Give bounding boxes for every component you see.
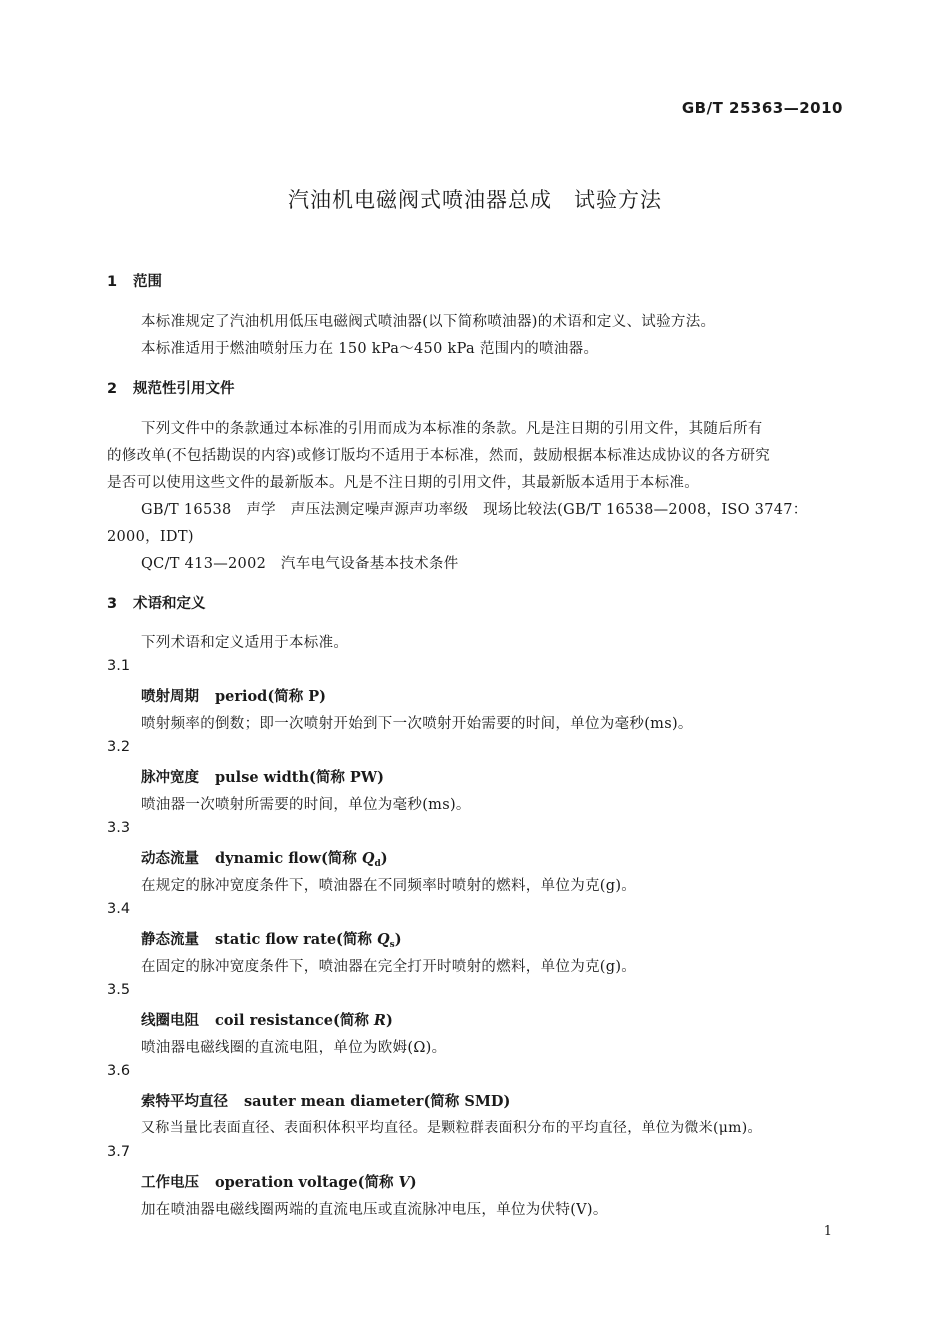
- term-heading: [141, 766, 384, 787]
- term-abbr-prefix: (简称: [332, 1012, 374, 1029]
- term-definition: 在规定的脉冲宽度条件下，喷油器在不同频率时喷射的燃料，单位为克(g)。: [141, 878, 637, 894]
- term-symbol: PW: [349, 769, 378, 786]
- page-number: 1: [823, 1224, 832, 1239]
- term-symbol: V: [398, 1174, 410, 1191]
- term-en: pulse width: [215, 769, 309, 786]
- term-abbr-prefix: (简称: [336, 931, 377, 948]
- term-number: 3.3: [107, 820, 131, 836]
- term-heading: [141, 928, 402, 949]
- term-heading: [141, 1009, 393, 1030]
- term-abbr-suffix: ): [503, 1093, 511, 1110]
- term-heading: [141, 1171, 417, 1192]
- section-title: 术语和定义: [133, 596, 206, 612]
- term-zh: 线圈电阻: [141, 1013, 199, 1029]
- term-definition: 喷射频率的倒数；即一次喷射开始到下一次喷射开始需要的时间，单位为毫秒(ms)。: [141, 716, 693, 732]
- section-number: 1: [107, 274, 118, 290]
- reference-entry-continued: 2000，IDT): [107, 529, 194, 545]
- term-abbr-prefix: (简称: [309, 769, 350, 786]
- term-number: 3.2: [107, 739, 131, 755]
- term-zh: 静态流量: [141, 932, 199, 948]
- term-en: static flow rate: [215, 931, 337, 948]
- term-heading: [141, 847, 388, 868]
- term-heading: [141, 685, 326, 706]
- term-definition: 喷油器一次喷射所需要的时间，单位为毫秒(ms)。: [141, 797, 471, 813]
- term-symbol: Q: [361, 850, 375, 867]
- paragraph: 本标准适用于燃油喷射压力在 150 kPa～450 kPa 范围内的喷油器。: [141, 341, 599, 357]
- term-abbr-suffix: ): [319, 688, 327, 705]
- term-number: 3.5: [107, 982, 131, 998]
- term-abbr-prefix: (简称: [267, 688, 309, 705]
- term-symbol: Q: [376, 931, 390, 948]
- term-number: 3.7: [107, 1144, 131, 1160]
- section-3-heading: [107, 592, 206, 613]
- reference-entry: QC/T 413—2002 汽车电气设备基本技术条件: [141, 556, 459, 572]
- term-en: operation voltage: [215, 1174, 358, 1191]
- term-definition: 喷油器电磁线圈的直流电阻，单位为欧姆(Ω)。: [141, 1040, 447, 1056]
- document-title: 汽油机电磁阀式喷油器总成 试验方法: [288, 188, 662, 212]
- term-en: coil resistance: [215, 1012, 333, 1029]
- term-number: 3.1: [107, 658, 131, 674]
- term-en: period: [215, 688, 268, 705]
- term-symbol: SMD: [464, 1093, 504, 1110]
- term-symbol: P: [308, 688, 320, 705]
- term-heading: [141, 1090, 510, 1111]
- section-number: 2: [107, 381, 118, 397]
- term-zh: 动态流量: [141, 851, 199, 867]
- term-zh: 索特平均直径: [141, 1094, 228, 1110]
- term-symbol: R: [373, 1012, 386, 1029]
- term-abbr-suffix: ): [380, 850, 388, 867]
- reference-entry: GB/T 16538 声学 声压法测定噪声源声功率级 现场比较法(GB/T 16538—2008，ISO 3747：: [141, 502, 808, 518]
- section-2-heading: [107, 377, 235, 398]
- standard-number: GB/T 25363—2010: [681, 99, 843, 117]
- term-abbr-prefix: (简称: [357, 1174, 399, 1191]
- section-number: 3: [107, 596, 118, 612]
- paragraph: 下列术语和定义适用于本标准。: [141, 635, 349, 651]
- paragraph: 本标准规定了汽油机用低压电磁阀式喷油器(以下简称喷油器)的术语和定义、试验方法。: [141, 314, 716, 330]
- paragraph-line: 的修改单(不包括勘误的内容)或修订版均不适用于本标准，然而，鼓励根据本标准达成协议的各方研究: [107, 448, 771, 464]
- term-symbol-subscript: d: [374, 859, 381, 869]
- term-symbol-subscript: s: [389, 940, 395, 950]
- paragraph-line: 下列文件中的条款通过本标准的引用而成为本标准的条款。凡是注日期的引用文件，其随后所有: [141, 421, 763, 437]
- term-abbr-prefix: (简称: [320, 850, 362, 867]
- term-definition: 在固定的脉冲宽度条件下，喷油器在完全打开时喷射的燃料，单位为克(g)。: [141, 959, 637, 975]
- term-abbr-prefix: (简称: [423, 1093, 465, 1110]
- section-title: 规范性引用文件: [133, 381, 235, 397]
- term-abbr-suffix: ): [385, 1012, 393, 1029]
- section-title: 范围: [133, 274, 162, 290]
- term-number: 3.4: [107, 901, 131, 917]
- term-definition: 加在喷油器电磁线圈两端的直流电压或直流脉冲电压，单位为伏特(V)。: [141, 1202, 608, 1218]
- term-abbr-suffix: ): [394, 931, 402, 948]
- paragraph-line: 是否可以使用这些文件的最新版本。凡是不注日期的引用文件，其最新版本适用于本标准。: [107, 475, 699, 491]
- section-1-heading: [107, 270, 162, 291]
- term-number: 3.6: [107, 1063, 131, 1079]
- term-zh: 工作电压: [141, 1175, 199, 1191]
- term-en: dynamic flow: [215, 850, 321, 867]
- term-definition: 又称当量比表面直径、表面积体积平均直径。是颗粒群表面积分布的平均直径，单位为微米(μm)。: [141, 1120, 762, 1136]
- term-zh: 脉冲宽度: [141, 770, 199, 786]
- term-abbr-suffix: ): [409, 1174, 417, 1191]
- term-abbr-suffix: ): [377, 769, 384, 786]
- term-zh: 喷射周期: [141, 689, 199, 705]
- term-en: sauter mean diameter: [244, 1093, 424, 1110]
